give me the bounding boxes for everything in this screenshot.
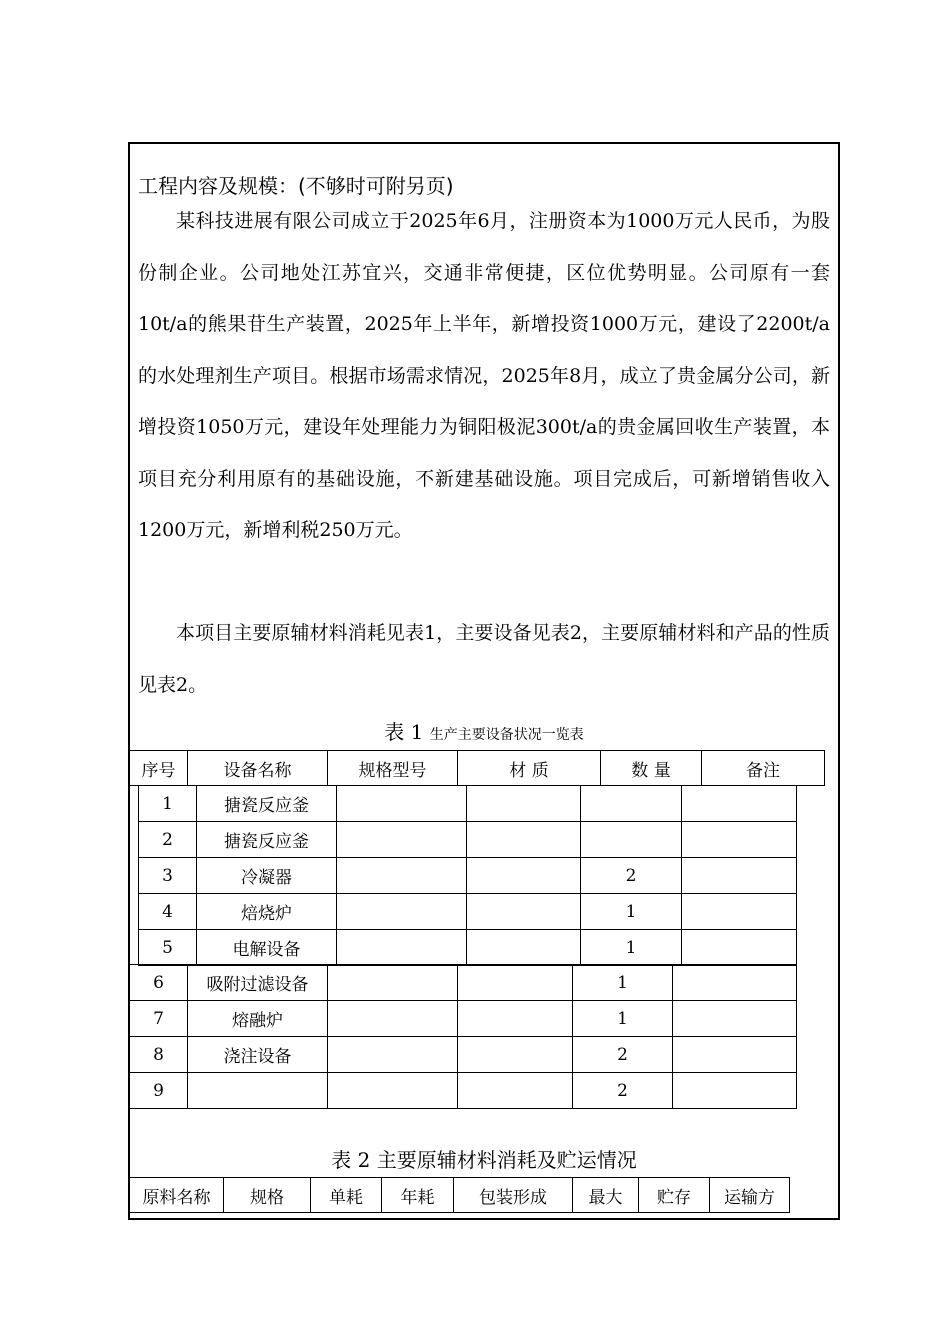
row-equipment-name <box>188 1073 328 1109</box>
row-material <box>458 1037 573 1073</box>
table-row <box>139 786 797 822</box>
header-cell-storage: 贮存 <box>639 1178 710 1213</box>
header-cell-spec-model: 规格型号 <box>328 751 458 786</box>
header-cell-annual-consumption: 年耗 <box>382 1178 454 1213</box>
header-cell-remarks: 备注 <box>702 751 825 786</box>
row-material <box>467 822 581 858</box>
header-cell-material: 材 质 <box>458 751 601 786</box>
table-row <box>139 822 797 858</box>
row-remarks <box>682 930 797 966</box>
header-cell-unit-consumption: 单耗 <box>311 1178 382 1213</box>
row-spec <box>337 930 467 966</box>
row-remarks <box>673 1001 797 1037</box>
row-equipment-name: 电解设备 <box>197 930 337 966</box>
row-quantity: 1 <box>573 965 673 1001</box>
row-remarks <box>682 858 797 894</box>
row-equipment-name: 熔融炉 <box>188 1001 328 1037</box>
row-remarks <box>673 1037 797 1073</box>
table-row <box>139 858 797 894</box>
row-equipment-name: 焙烧炉 <box>197 894 337 930</box>
row-quantity: 1 <box>573 1001 673 1037</box>
row-spec <box>328 1001 458 1037</box>
row-remarks <box>682 786 797 822</box>
row-material <box>467 786 581 822</box>
row-index: 5 <box>139 930 197 966</box>
table-row <box>130 1001 797 1037</box>
row-equipment-name: 搪瓷反应釜 <box>197 822 337 858</box>
row-remarks <box>682 894 797 930</box>
row-index: 2 <box>139 822 197 858</box>
table1-header-row <box>130 751 825 786</box>
header-cell-packaging: 包装形成 <box>454 1178 573 1213</box>
table2-header-row <box>130 1178 790 1213</box>
row-material <box>458 965 573 1001</box>
table1-caption-title: 生产主要设备状况一览表 <box>429 727 584 743</box>
row-index: 6 <box>130 965 188 1001</box>
row-spec <box>337 894 467 930</box>
table1-caption-number: 表 1 <box>384 720 424 744</box>
row-remarks <box>673 1073 797 1109</box>
row-quantity: 1 <box>581 930 682 966</box>
table1-header <box>129 750 825 786</box>
row-spec <box>337 822 467 858</box>
table2-caption: 表 2 主要原辅材料消耗及贮运情况 <box>331 1148 637 1172</box>
row-equipment-name: 吸附过滤设备 <box>188 965 328 1001</box>
row-index: 9 <box>130 1073 188 1109</box>
row-spec <box>328 965 458 1001</box>
row-spec <box>337 858 467 894</box>
table2-header <box>129 1177 790 1213</box>
header-cell-spec: 规格 <box>224 1178 311 1213</box>
table-row <box>130 1037 797 1073</box>
row-spec <box>328 1073 458 1109</box>
row-quantity: 1 <box>581 894 682 930</box>
row-index: 1 <box>139 786 197 822</box>
row-quantity: 2 <box>573 1073 673 1109</box>
row-quantity <box>581 786 682 822</box>
row-quantity: 2 <box>573 1037 673 1073</box>
row-material <box>467 894 581 930</box>
row-index: 7 <box>130 1001 188 1037</box>
row-material <box>467 930 581 966</box>
materials-reference-paragraph: 本项目主要原辅材料消耗见表1，主要设备见表2，主要原辅材料和产品的性质见表2。 <box>138 622 830 696</box>
table1-caption <box>128 719 840 748</box>
header-cell-material-name: 原料名称 <box>130 1178 224 1213</box>
table-row <box>130 965 797 1001</box>
table-row <box>139 894 797 930</box>
row-index: 4 <box>139 894 197 930</box>
header-cell-equipment-name: 设备名称 <box>188 751 328 786</box>
row-material <box>467 858 581 894</box>
row-equipment-name: 浇注设备 <box>188 1037 328 1073</box>
row-index: 8 <box>130 1037 188 1073</box>
table-row <box>130 1073 797 1109</box>
header-cell-index: 序号 <box>130 751 188 786</box>
row-quantity <box>581 822 682 858</box>
row-remarks <box>673 965 797 1001</box>
row-spec <box>337 786 467 822</box>
row-equipment-name: 冷凝器 <box>197 858 337 894</box>
row-remarks <box>682 822 797 858</box>
table-row <box>139 930 797 966</box>
header-cell-transport: 运输方 <box>710 1178 790 1213</box>
row-material <box>458 1001 573 1037</box>
table1-rows-lower <box>129 964 797 1109</box>
header-cell-max: 最大 <box>573 1178 639 1213</box>
row-quantity: 2 <box>581 858 682 894</box>
table1-rows-upper <box>138 785 797 966</box>
project-description-paragraph: 某科技进展有限公司成立于2025年6月，注册资本为1000万元人民币，为股份制企业。公司地处江苏宜兴，交通非常便捷，区位优势明显。公司原有一套10t/a的熊果苷生产装置，2025年上半年，新增投资1000万元，建设了2200t/a的水处理剂生产项目。根据市场需求情况，2025年8月，成立了贵金属分公司，新增投资1050万元，建设年处理能力为铜阳极泥300t/a的贵金属回收生产装置，本项目充分利用原有的基础设施，不新建基础设施。项目完成后，可新增销售收入1200万元，新增利税250万元。 <box>138 210 830 541</box>
section-title: 工程内容及规模：(不够时可附另页) <box>138 174 454 198</box>
row-spec <box>328 1037 458 1073</box>
row-material <box>458 1073 573 1109</box>
header-cell-quantity: 数 量 <box>601 751 702 786</box>
row-index: 3 <box>139 858 197 894</box>
row-equipment-name: 搪瓷反应釜 <box>197 786 337 822</box>
